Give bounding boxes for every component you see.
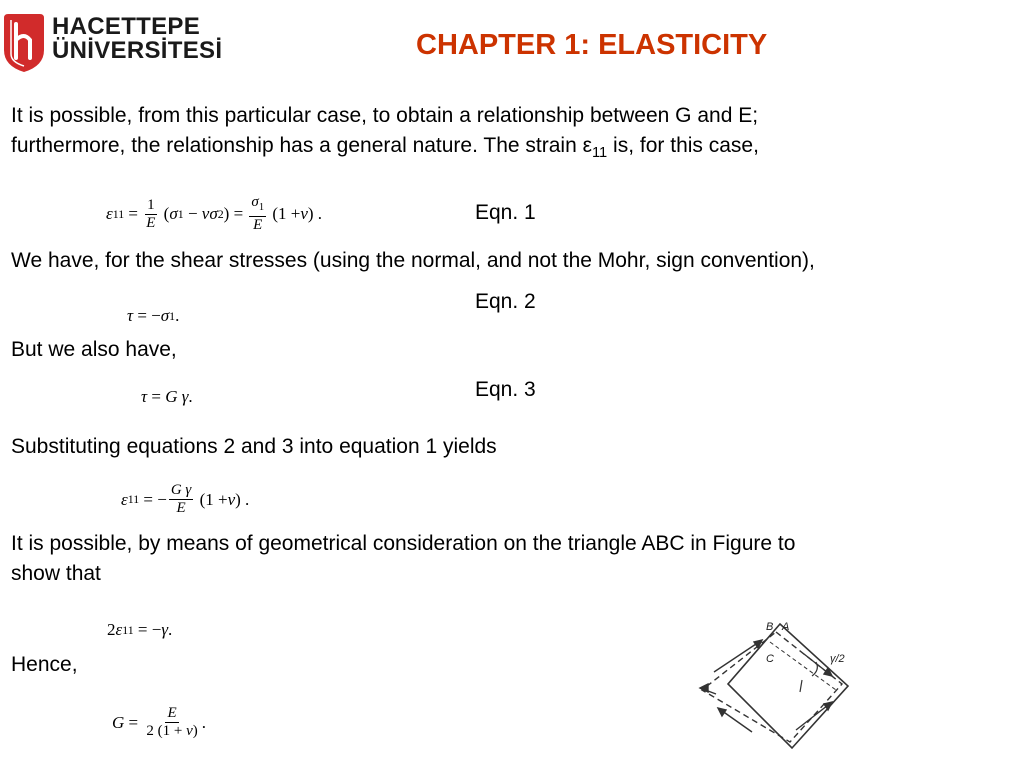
angle-marker	[812, 662, 817, 676]
paragraph-hence: Hence,	[11, 653, 78, 676]
equation-1-label: Eqn. 1	[475, 201, 536, 224]
paragraph-geometry-line-2: show that	[11, 562, 101, 585]
label-a: A	[782, 621, 790, 633]
equation-3-label: Eqn. 3	[475, 378, 536, 401]
shear-deformation-figure	[692, 612, 864, 764]
paragraph-shear: We have, for the shear stresses (using the normal, and not the Mohr, sign convention),	[11, 249, 815, 272]
deformed-rhombus	[702, 632, 842, 742]
paragraph-intro-line-2-end: is, for this case,	[607, 134, 759, 157]
logo-line-2: ÜNİVERSİTESİ	[52, 37, 223, 64]
equation-3: τ = G γ .	[141, 387, 193, 406]
logo-line-1: HACETTEPE	[52, 13, 201, 40]
original-square	[728, 624, 848, 748]
paragraph-intro-line-2	[11, 131, 1011, 168]
slide-title: CHAPTER 1: ELASTICITY	[416, 29, 768, 61]
paragraph-geometry	[11, 529, 1011, 589]
label-gamma-half: γ/2	[830, 653, 845, 665]
paragraph-intro-line-1: It is possible, from this particular case, to obtain a relationship between G and E;	[11, 104, 759, 127]
paragraph-substituting: Substituting equations 2 and 3 into equation 1 yields	[11, 435, 497, 458]
equation-2-label: Eqn. 2	[475, 290, 536, 313]
equation-6: G = $\frac{E}{2 (1 + \nu)}$ .	[112, 705, 207, 739]
equation-1: ε 11 = $\frac{1}{E}$ ( σ 1 − νσ 2 ) = $\frac{\sigma_1}{E}$ (1 + ν ) .	[106, 194, 323, 233]
university-logo-text	[52, 15, 222, 63]
paragraph-intro	[11, 101, 1011, 168]
label-c: C	[766, 653, 774, 665]
university-logo-emblem	[2, 10, 46, 74]
strain-subscript: 11	[591, 145, 608, 162]
paragraph-also: But we also have,	[11, 338, 177, 361]
label-b: B	[766, 621, 774, 633]
paragraph-intro-line-2-text: furthermore, the relationship has a general nature. The strain ε	[11, 134, 592, 157]
paragraph-geometry-line-1: It is possible, by means of geometrical consideration on the triangle ABC in Figure to	[11, 532, 796, 555]
equation-5: 2 ε 11 = − γ .	[107, 620, 173, 639]
equation-2: τ = − σ 1 .	[127, 306, 180, 325]
equation-4: ε 11 = − $\frac{\text{G γ}}{E}$ (1 + ν ) .	[121, 482, 250, 516]
